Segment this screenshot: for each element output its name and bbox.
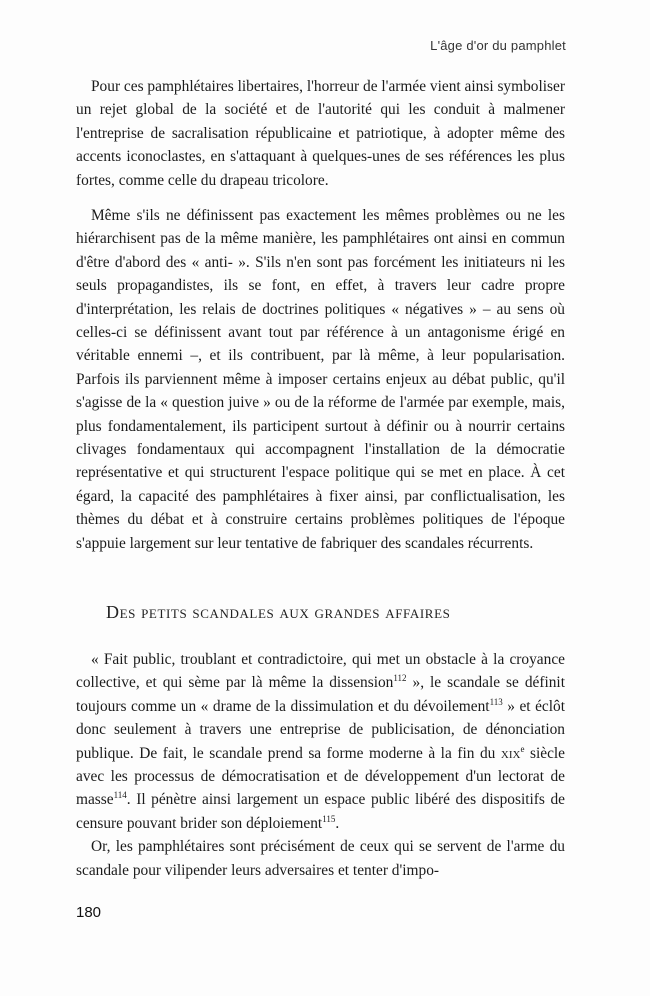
running-head: L'âge d'or du pamphlet (430, 38, 566, 53)
century-superscript: e (520, 743, 525, 754)
footnote-ref: 112 (393, 673, 407, 684)
paragraph (76, 648, 565, 835)
footnote-ref: 113 (489, 696, 503, 707)
text-run: . (335, 814, 340, 832)
footnote-ref: 114 (113, 790, 127, 801)
section-heading: Des petits scandales aux grandes affaires (106, 602, 451, 622)
paragraph: Même s'ils ne définissent pas exactement les mêmes problèmes ou ne les hiérarchisent pas de la même manière, les pamphlétaires ont ainsi en commun d'être d'abord des « anti- ». S'ils n'en sont pas forcément les initiateurs ni les seuls propagandistes, ils se font, en effet, à travers leur cadre propre d'interprétation, les relais de doctrines politiques « négatives » – au sens où celles-ci se définissent avant tout par référence à un antagonisme érigé en véritable ennemi –, et ils contribuent, par là même, à leur popularisation. Parfois ils parviennent même à imposer certains enjeux au débat public, qu'il s'agisse de la « question juive » ou de la réforme de l'armée par exemple, mais, plus fondamentalement, ils participent surtout à définir ou à nourrir certains clivages fondamentaux qui accompagnent l'installation de la démocratie représentative et qui structurent l'espace politique qui se met en place. À cet égard, la capacité des pamphlétaires à fixer ainsi, par conflictualisation, les thèmes du débat et à construire certains problèmes politiques de l'époque s'appuie largement sur leur tentative de fabriquer des scandales récurrents. (76, 207, 565, 552)
century-numeral: xix (500, 744, 521, 762)
text-block-2 (76, 204, 565, 555)
text-run: siècle avec les processus de démocratisation et de développement d'un lectorat de masse (76, 744, 566, 809)
paragraph: Pour ces pamphlétaires libertaires, l'horreur de l'armée vient ainsi symboliser un rejet global de la société et de l'autorité qui les conduit à malmener l'entreprise de sacralisation républicaine et patriotique, à adopter même des accents iconoclastes, en s'attaquant à quelques-unes de ses références les plus fortes, comme celle du drapeau tricolore. (76, 78, 565, 189)
text-run: . Il pénètre ainsi largement un espace public libéré des dispositifs de censure pouvant brider son déploiement (76, 791, 565, 832)
page-number: 180 (76, 904, 102, 921)
text-run: », le scandale se définit toujours comme un « drame de la dissimulation et du dévoilement (76, 674, 565, 715)
footnote-ref: 115 (322, 813, 336, 824)
paragraph: Or, les pamphlétaires sont précisément de ceux qui se servent de l'arme du scandale pour vilipender leurs adversaires et tenter d'impo- (76, 838, 565, 879)
text-block-1 (76, 75, 565, 192)
text-block-3 (76, 648, 565, 882)
text-run: « Fait public, troublant et contradictoire, qui met un obstacle à la croyance collective, et qui sème par là même la dissension (76, 651, 565, 692)
text-run: » et éclôt donc seulement à travers une entreprise de publicisation, de dénonciation publique. De fait, le scandale prend sa forme moderne à la fin du (76, 697, 565, 762)
